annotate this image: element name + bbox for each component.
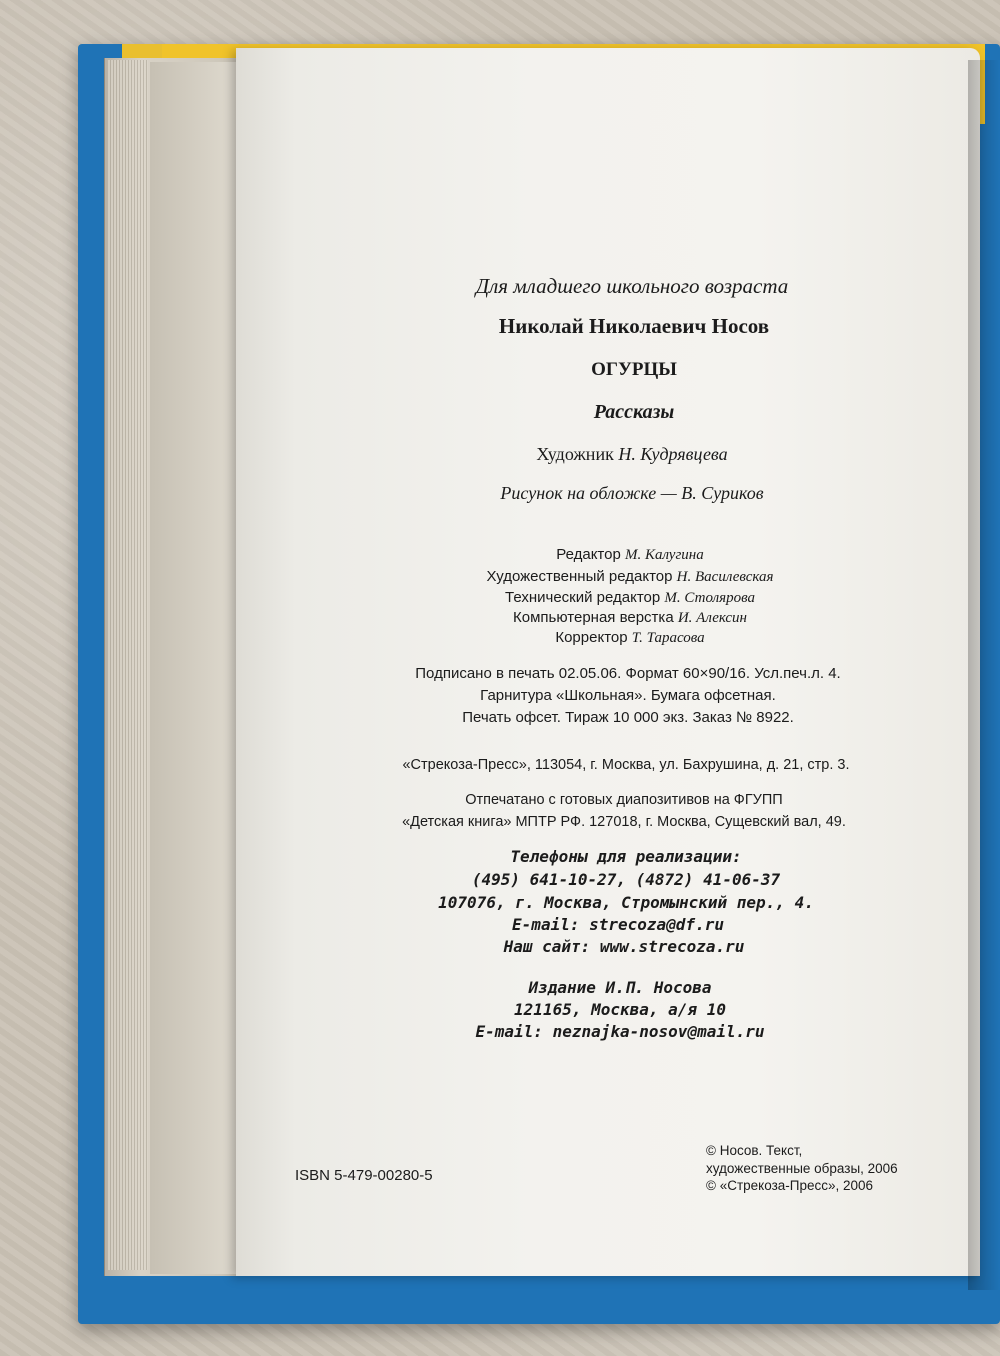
- credit-name: Т. Тарасова: [631, 630, 705, 646]
- credit-line: [513, 610, 747, 626]
- copyright-line: © Носов. Текст,: [706, 1143, 803, 1158]
- illustrator-label: Художник: [536, 444, 614, 464]
- credit-line: [556, 547, 704, 563]
- printer-line: Отпечатано с готовых диапозитивов на ФГУПП: [465, 792, 783, 808]
- age-group-line: Для младшего школьного возраста: [475, 274, 789, 298]
- edition-contact-line: 121165, Москва, а/я 10: [514, 1000, 726, 1019]
- print-info-line: Гарнитура «Школьная». Бумага офсетная.: [480, 687, 776, 704]
- credit-role: Редактор: [556, 546, 621, 563]
- copyright-line: © «Стрекоза-Пресс», 2006: [706, 1178, 874, 1193]
- credit-name: И. Алексин: [677, 610, 747, 626]
- isbn: ISBN 5-479-00280-5: [295, 1167, 433, 1184]
- book-genre: Рассказы: [593, 401, 675, 423]
- credit-name: М. Столярова: [664, 590, 755, 606]
- sales-contact-line: E-mail: strecoza@df.ru: [512, 915, 724, 934]
- sales-contact-line: Наш сайт: www.strecoza.ru: [503, 937, 745, 956]
- credit-line: [555, 630, 704, 646]
- credit-line: [487, 569, 774, 585]
- sales-contact-line: (495) 641-10-27, (4872) 41-06-37: [471, 870, 781, 889]
- illustrator-line: [536, 445, 727, 463]
- author-name: Николай Николаевич Носов: [498, 314, 770, 338]
- illustrator-name: Н. Кудрявцева: [618, 444, 728, 464]
- imprint-page: [236, 48, 980, 1276]
- cover-art-line: [500, 484, 763, 502]
- print-info-line: Подписано в печать 02.05.06. Формат 60×90/16. Усл.печ.л. 4.: [415, 665, 841, 682]
- copyright-line: художественные образы, 2006: [706, 1161, 898, 1176]
- left-inner-page: [150, 62, 240, 1274]
- book-title: ОГУРЦЫ: [591, 359, 677, 380]
- edition-contact-line: Издание И.П. Носова: [528, 978, 712, 997]
- credit-role: Компьютерная верстка: [513, 609, 674, 626]
- cover-art-name: В. Суриков: [681, 483, 764, 503]
- credit-role: Технический редактор: [505, 589, 661, 606]
- printer-line: «Детская книга» МПТР РФ. 127018, г. Москва, Сущевский вал, 49.: [402, 814, 846, 830]
- sales-contact-line: 107076, г. Москва, Стромынский пер., 4.: [438, 893, 814, 912]
- cover-art-label: Рисунок на обложке —: [500, 483, 677, 503]
- edition-contact-line: E-mail: neznajka-nosov@mail.ru: [475, 1022, 765, 1041]
- credit-role: Корректор: [555, 629, 628, 646]
- credit-line: [505, 590, 755, 606]
- credit-role: Художественный редактор: [486, 568, 673, 585]
- credit-name: Н. Василевская: [676, 569, 774, 585]
- print-info-line: Печать офсет. Тираж 10 000 экз. Заказ № 8922.: [462, 709, 794, 726]
- page-edges: [108, 60, 148, 1270]
- sales-contact-line: Телефоны для реализации:: [510, 847, 742, 866]
- page-shadow: [968, 60, 1000, 1290]
- credit-name: М. Калугина: [625, 547, 704, 563]
- publisher-address: «Стрекоза-Пресс», 113054, г. Москва, ул. Бахрушина, д. 21, стр. 3.: [402, 757, 850, 773]
